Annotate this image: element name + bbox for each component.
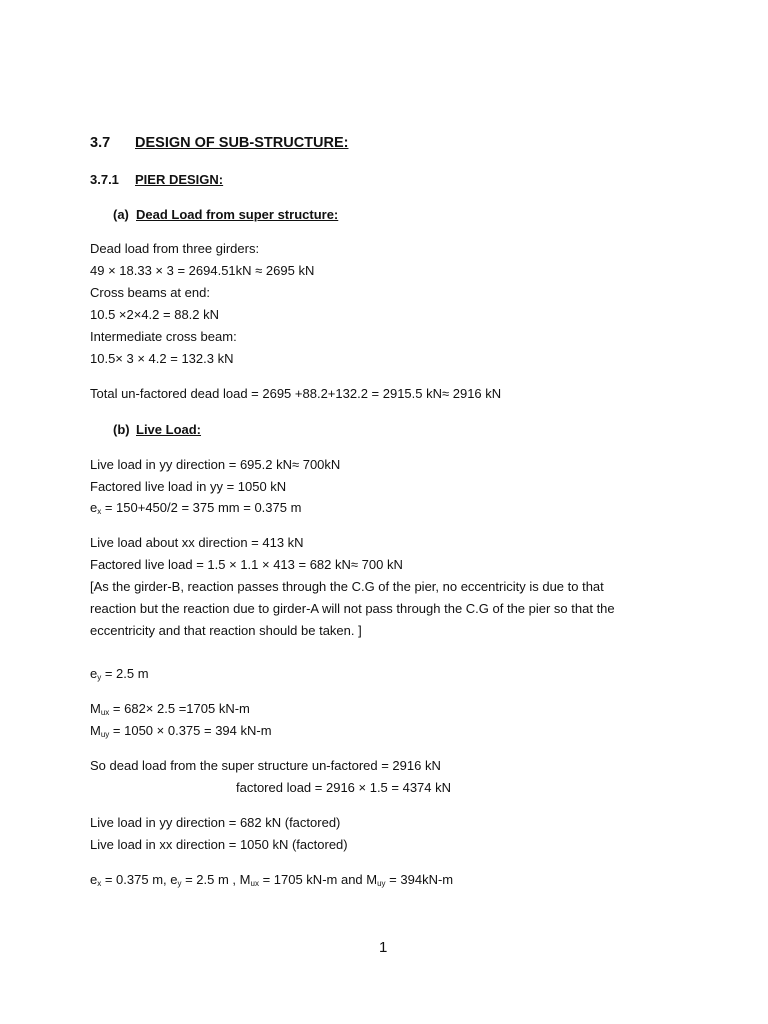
mux-line: $M_{ux} = 682\times 2.5 =1705$ kN-m xyxy=(90,701,250,717)
note-line: eccentricity and that reaction should be taken. ] xyxy=(90,623,362,638)
subsection-title: PIER DESIGN: xyxy=(135,172,224,187)
factored-load-line: factored load = 2916 × 1.5 = 4374 kN xyxy=(236,780,452,795)
page-number: 1 xyxy=(379,939,388,956)
so-dead-line: So dead load from the super structure un-factored = 2916 kN xyxy=(90,758,441,773)
dead-load-line: Cross beams at end: xyxy=(90,285,210,300)
ey-line: $e_y = 2.5$ m xyxy=(90,666,149,682)
note-line: reaction but the reaction due to girder-A will not pass through the C.G of the pier so that the xyxy=(90,601,615,616)
dead-load-line: 10.5× 3 × 4.2 = 132.3 kN xyxy=(90,351,234,366)
subsection-number: 3.7.1 xyxy=(90,172,119,187)
factored-live-line: Live load in yy direction = 682 kN (factored) xyxy=(90,815,341,830)
part-a-title: Dead Load from super structure: xyxy=(136,207,339,222)
live-xx-line: Live load about xx direction = 413 kN xyxy=(90,535,304,550)
dead-load-line: 49 × 18.33 × 3 = 2694.51kN ≈ 2695 kN xyxy=(90,263,315,278)
note-line: [As the girder-B, reaction passes through the C.G of the pier, no eccentricity is due to that xyxy=(90,579,604,594)
ex-line: $e_x = 150+450/2 = 375$ mm = 0.375 m xyxy=(90,500,302,516)
part-b-label: (b) xyxy=(113,422,130,437)
part-a-label: (a) xyxy=(113,207,129,222)
dead-load-line: Dead load from three girders: xyxy=(90,241,260,256)
live-load-line: Factored live load in yy = 1050 kN xyxy=(90,479,287,494)
summary-line: $e_x = 0.375$ m, $e_y = 2.5$ m , $M_{ux} = 1705$ kN-m and $M_{uy} = 394kN-m$ xyxy=(90,872,454,888)
live-xx-line: Factored live load = 1.5 × 1.1 × 413 = 682 kN≈ 700 kN xyxy=(90,557,403,572)
dead-load-line: 10.5 ×2×4.2 = 88.2 kN xyxy=(90,307,220,322)
factored-live-line: Live load in xx direction = 1050 kN (factored) xyxy=(90,837,348,852)
muy-line: $M_{uy} = 1050 \times 0.375 = 394$ kN-m xyxy=(90,723,272,739)
part-b-title: Live Load: xyxy=(136,422,202,437)
section-title: DESIGN OF SUB-STRUCTURE: xyxy=(135,135,349,151)
total-dead-load: Total un-factored dead load = 2695 +88.2+132.2 = 2915.5 kN≈ 2916 kN xyxy=(90,386,502,401)
section-number: 3.7 xyxy=(90,135,111,151)
live-load-line: Live load in yy direction = 695.2 kN≈ 700kN xyxy=(90,457,341,472)
dead-load-line: Intermediate cross beam: xyxy=(90,329,237,344)
